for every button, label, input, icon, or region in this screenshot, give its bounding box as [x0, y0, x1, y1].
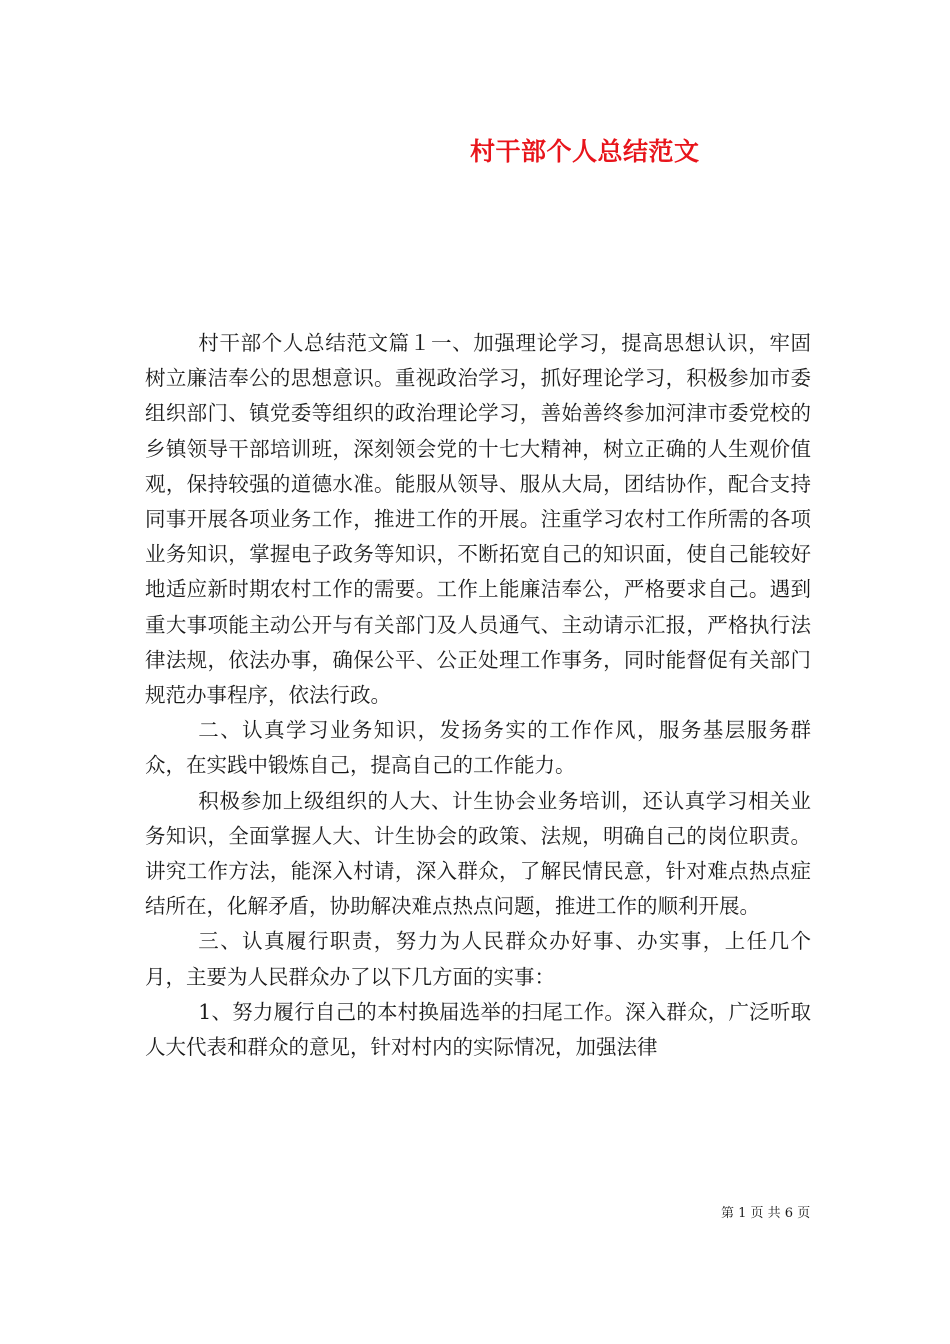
paragraph-5: 1、努力履行自己的本村换届选举的扫尾工作。深入群众，广泛听取人大代表和群众的意见，针对村内的实际情况，加强法律	[145, 999, 811, 1060]
paragraph-1: 村干部个人总结范文篇１一、加强理论学习，提高思想认识，牢固树立廉洁奉公的思想意识。重视政治学习，抓好理论学习，积极参加市委组织部门、镇党委等组织的政治理论学习，善始善终参加河津市委党校的乡镇领导干部培训班，深刻领会党的十七大精神，树立正确的人生观价值观，保持较强的道德水准。能服从领导、服从大局，团结协作，配合支持同事开展各项业务工作，推进工作的开展。注重学习农村工作所需的各项业务知识，掌握电子政务等知识，不断拓宽自己的知识面，使自己能较好地适应新时期农村工作的需要。工作上能廉洁奉公，严格要求自己。遇到重大事项能主动公开与有关部门及人员通气、主动请示汇报，严格执行法律法规，依法办事，确保公平、公正处理工作事务，同时能督促有关部门规范办事程序，依法行政。	[145, 331, 811, 708]
paragraph-4: 三、认真履行职责，努力为人民群众办好事、办实事，上任几个月，主要为人民群众办了以下几方面的实事：	[145, 929, 811, 989]
document-body	[145, 326, 811, 1065]
paragraph-3: 积极参加上级组织的人大、计生协会业务培训，还认真学习相关业务知识，全面掌握人大、计生协会的政策、法规，明确自己的岗位职责。讲究工作方法，能深入村请，深入群众，了解民情民意，针对难点热点症结所在，化解矛盾，协助解决难点热点问题，推进工作的顺利开展。	[145, 788, 811, 919]
page-footer: 第 1 页 共 6 页	[721, 1206, 811, 1221]
paragraph-2: 二、认真学习业务知识，发扬务实的工作作风，服务基层服务群众，在实践中锻炼自己，提高自己的工作能力。	[145, 718, 811, 778]
document-title: 村干部个人总结范文	[470, 137, 700, 166]
